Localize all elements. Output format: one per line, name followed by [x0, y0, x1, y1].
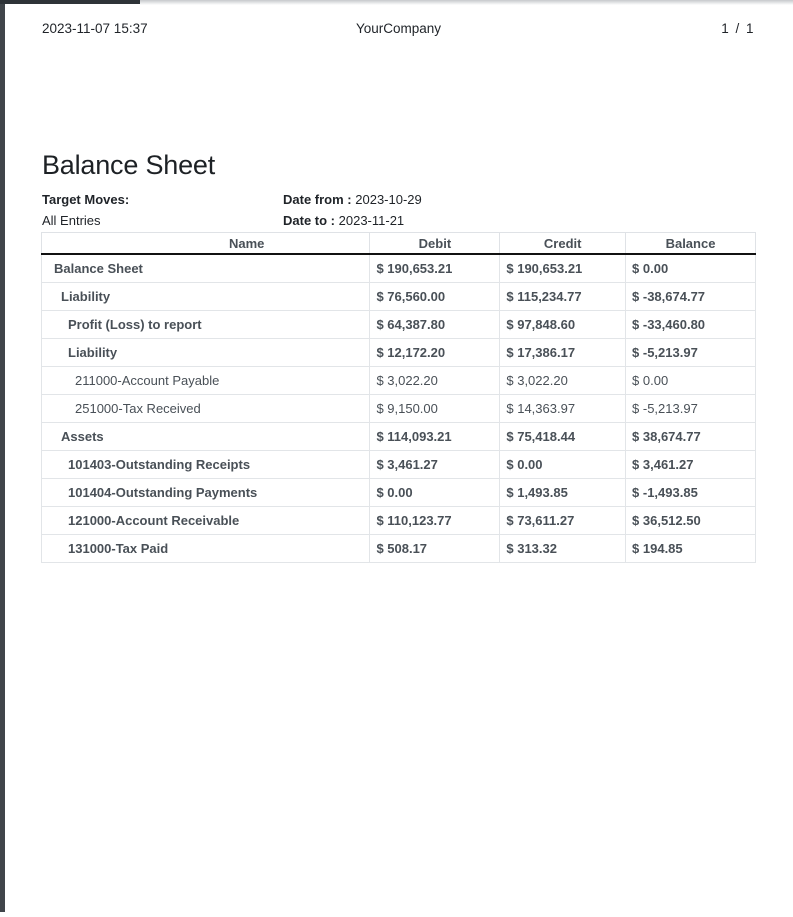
table-row — [42, 507, 756, 535]
balance-cell: $ 36,512.50 — [626, 507, 756, 535]
account-name-cell: 131000-Tax Paid — [42, 535, 370, 563]
column-header-debit: Debit — [370, 233, 500, 255]
account-name-cell: 121000-Account Receivable — [42, 507, 370, 535]
column-header-credit: Credit — [500, 233, 626, 255]
account-name-cell: Profit (Loss) to report — [42, 311, 370, 339]
account-name-cell: Liability — [42, 283, 370, 311]
credit-cell: $ 14,363.97 — [500, 395, 626, 423]
report-title: Balance Sheet — [42, 150, 216, 180]
table-row — [42, 311, 756, 339]
target-moves-value: All Entries — [42, 213, 101, 228]
filters-row-2 — [42, 210, 755, 231]
account-name-cell: 101404-Outstanding Payments — [42, 479, 370, 507]
filters-row-1 — [42, 189, 755, 210]
table-row — [42, 395, 756, 423]
credit-cell: $ 313.32 — [500, 535, 626, 563]
balance-cell: $ 3,461.27 — [626, 451, 756, 479]
table-row — [42, 451, 756, 479]
balance-cell: $ 194.85 — [626, 535, 756, 563]
balance-cell: $ -38,674.77 — [626, 283, 756, 311]
balance-cell: $ -1,493.85 — [626, 479, 756, 507]
debit-cell: $ 12,172.20 — [370, 339, 500, 367]
company-name: YourCompany — [355, 21, 442, 36]
date-to-value: 2023-11-21 — [338, 213, 405, 228]
balance-sheet-table — [41, 232, 756, 563]
debit-cell: $ 76,560.00 — [370, 283, 500, 311]
debit-cell: $ 3,022.20 — [370, 367, 500, 395]
debit-cell: $ 64,387.80 — [370, 311, 500, 339]
debit-cell: $ 114,093.21 — [370, 423, 500, 451]
credit-cell: $ 73,611.27 — [500, 507, 626, 535]
account-name-cell: Assets — [42, 423, 370, 451]
debit-cell: $ 0.00 — [370, 479, 500, 507]
print-timestamp: 2023-11-07 15:37 — [42, 21, 148, 36]
balance-cell: $ 38,674.77 — [626, 423, 756, 451]
account-name-cell: Liability — [42, 339, 370, 367]
credit-cell: $ 17,386.17 — [500, 339, 626, 367]
account-name-cell: 251000-Tax Received — [42, 395, 370, 423]
table-row — [42, 367, 756, 395]
balance-cell: $ -33,460.80 — [626, 311, 756, 339]
debit-cell: $ 3,461.27 — [370, 451, 500, 479]
credit-cell: $ 115,234.77 — [500, 283, 626, 311]
balance-cell: $ -5,213.97 — [626, 395, 756, 423]
account-name-cell: 101403-Outstanding Receipts — [42, 451, 370, 479]
target-moves-label: Target Moves: — [42, 192, 130, 207]
debit-cell: $ 110,123.77 — [370, 507, 500, 535]
table-row — [42, 283, 756, 311]
credit-cell: $ 75,418.44 — [500, 423, 626, 451]
date-to-label: Date to : — [283, 213, 335, 228]
window-left-edge — [0, 0, 5, 912]
balance-cell: $ 0.00 — [626, 254, 756, 283]
table-row — [42, 254, 756, 283]
table-row — [42, 479, 756, 507]
credit-cell: $ 3,022.20 — [500, 367, 626, 395]
window-top-edge — [0, 0, 140, 4]
debit-cell: $ 9,150.00 — [370, 395, 500, 423]
credit-cell: $ 97,848.60 — [500, 311, 626, 339]
table-row — [42, 535, 756, 563]
date-from-label: Date from : — [283, 192, 352, 207]
report-table-body — [42, 254, 756, 563]
credit-cell: $ 0.00 — [500, 451, 626, 479]
balance-cell: $ -5,213.97 — [626, 339, 756, 367]
column-header-name: Name — [42, 233, 370, 255]
report-filters — [42, 189, 755, 231]
column-header-balance: Balance — [626, 233, 756, 255]
debit-cell: $ 190,653.21 — [370, 254, 500, 283]
balance-cell: $ 0.00 — [626, 367, 756, 395]
credit-cell: $ 1,493.85 — [500, 479, 626, 507]
page-number: 1 / 1 — [721, 21, 756, 36]
credit-cell: $ 190,653.21 — [500, 254, 626, 283]
table-row — [42, 339, 756, 367]
table-row — [42, 423, 756, 451]
date-from-value: 2023-10-29 — [355, 192, 422, 207]
debit-cell: $ 508.17 — [370, 535, 500, 563]
account-name-cell: Balance Sheet — [42, 254, 370, 283]
table-header-row — [42, 233, 756, 255]
page-top-shadow — [140, 0, 793, 5]
account-name-cell: 211000-Account Payable — [42, 367, 370, 395]
page-header — [42, 21, 755, 36]
